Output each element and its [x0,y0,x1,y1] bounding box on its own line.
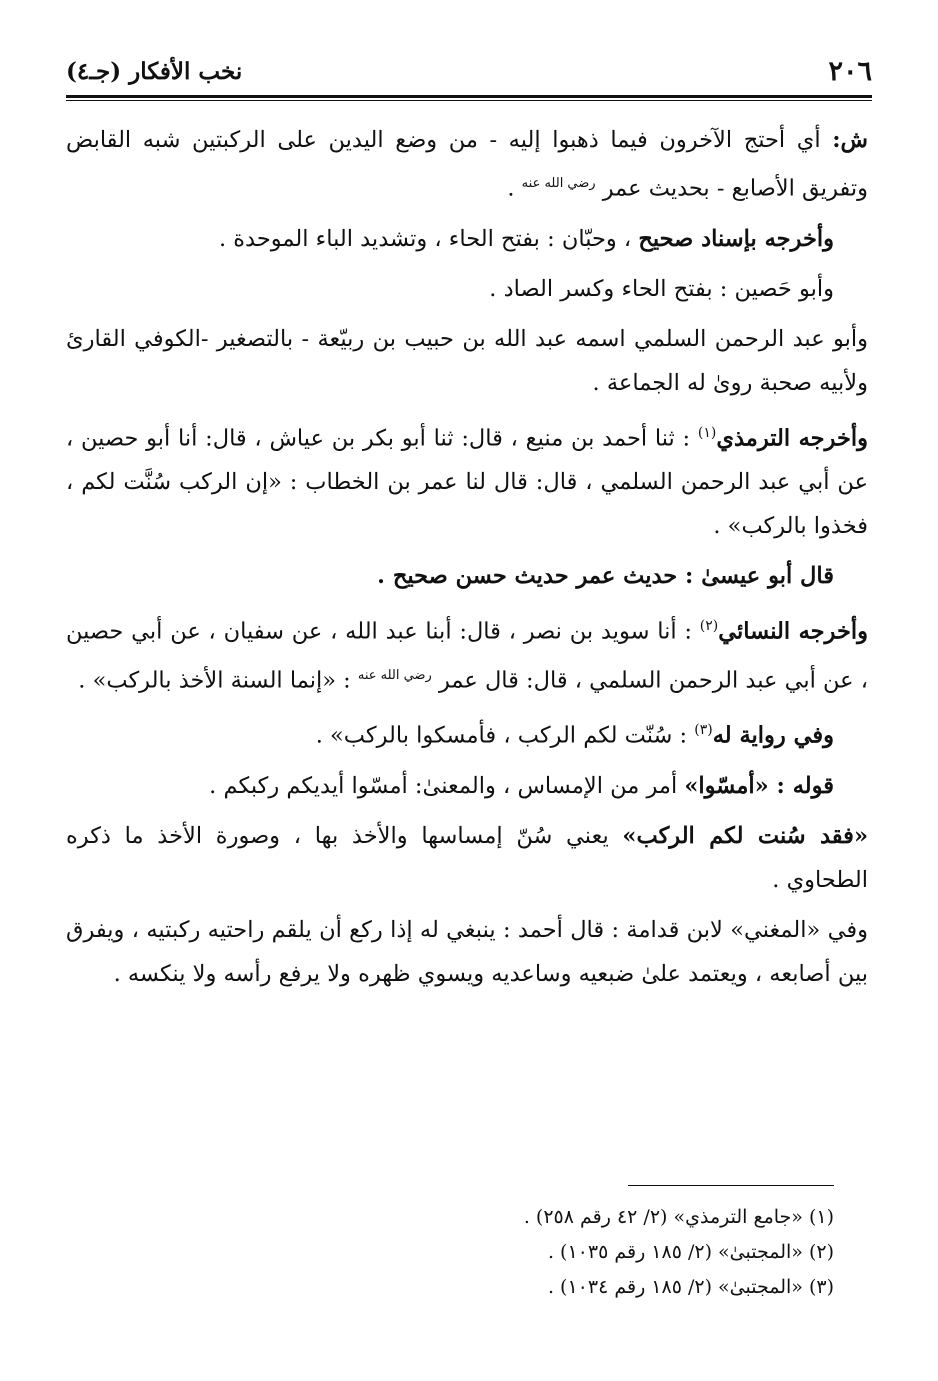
header-rule-thin [66,100,872,101]
paragraph [66,814,868,902]
page-header [66,46,872,96]
paragraph-text: : ثنا أحمد بن منيع ، قال: ثنا أبو بكر بن عياش ، قال: أنا أبو حصين ، عن أبي عبد الرحمن السلمي ، قال: قال لنا عمر بن الخطاب : «إن الركب سُنَّت لكم ، فخذوا بالركب» . [66,425,868,539]
honorific-glyph: رضي الله عنه [521,176,596,191]
header-rule [66,95,872,98]
paragraph-lead: وفي رواية له [712,722,834,749]
paragraph-lead: وأخرجه الترمذي [716,425,868,451]
paragraph [66,118,868,211]
footnote: (٣) «المجتبىٰ» (٢/ ١٨٥ رقم ١٠٣٤) . [547,1276,834,1298]
paragraph-lead: وأخرجه بإسناد صحيح [638,225,834,252]
paragraph [66,317,868,405]
paragraph-text: يعني سُنّ إمساسها والأخذ بها ، وصورة الأخذ ما ذكره الطحاوي . [66,822,868,893]
footnote-separator [628,1185,834,1186]
paragraph [66,908,868,996]
paragraph-lead: قال أبو عيسىٰ : حديث عمر حديث حسن صحيح . [377,563,834,589]
running-title: نخب الأفكار (جـ٤) [66,57,243,85]
paragraph-lead: ش: [832,127,868,153]
paragraph-text: : سُنّت لكم الركب ، فأمسكوا بالركب» . [315,722,695,749]
paragraph-lead: قوله : «أمسّوا» [684,772,834,799]
paragraph [66,267,834,311]
main-text [66,118,869,1002]
paragraph [66,554,834,598]
paragraph-text: ، وحبّان : بفتح الحاء ، وتشديد الباء الموحدة . [218,225,639,252]
footnote-ref[interactable]: (٣) [694,722,713,738]
paragraph [66,217,834,261]
paragraph [66,764,834,808]
page-number: ٢٠٦ [828,55,872,87]
footnote-ref[interactable]: (١) [697,424,717,441]
paragraph-text: وفي «المغني» لابن قدامة : قال أحمد : ينبغي له إذا ركع أن يلقم راحتيه ركبتيه ، ويفرق بين أصابعه ، ويعتمد علىٰ ضبعيه وساعديه ويسوي ظهره ولا يرفع رأسه ولا ينكسه . [66,916,868,987]
paragraph [66,411,868,549]
paragraph-text: وأبو حَصين : بفتح الحاء وكسر الصاد . [489,275,834,302]
paragraph-tail: . [507,175,522,202]
footnote: (١) «جامع الترمذي» (٢/ ٤٢ رقم ٢٥٨) . [523,1206,834,1228]
paragraph-lead: وأخرجه النسائي [718,618,868,645]
footnote-ref[interactable]: (٢) [699,618,719,634]
honorific-glyph: رضي الله عنه [357,667,432,683]
paragraph-lead: «فقد سُنت لكم الركب» [622,822,869,849]
paragraph [66,604,868,702]
paragraph-tail: : «إنما السنة الأخذ بالركب» . [78,667,358,693]
paragraph-text: وأبو عبد الرحمن السلمي اسمه عبد الله بن حبيب بن ربيّعة - بالتصغير -الكوفي القارئ ولأبيه صحبة روىٰ له الجماعة . [66,325,868,396]
paragraph [66,708,834,758]
paragraph-text: : أنا سويد بن نصر ، قال: أبنا عبد الله ، عن سفيان ، عن أبي حصين ، عن أبي عبد الرحمن السلمي ، قال: قال عمر [66,618,868,693]
footnotes [524,1200,834,1305]
paragraph-text: أمر من الإمساس ، والمعنىٰ: أمسّوا أيديكم ركبكم . [209,772,685,799]
footnote: (٢) «المجتبىٰ» (٢/ ١٨٥ رقم ١٠٣٥) . [547,1241,834,1263]
paragraph-text: أي أحتج الآخرون فيما ذهبوا إليه - من وضع اليدين على الركبتين شبه القابض وتفريق الأصابع - بحديث عمر [66,127,868,202]
